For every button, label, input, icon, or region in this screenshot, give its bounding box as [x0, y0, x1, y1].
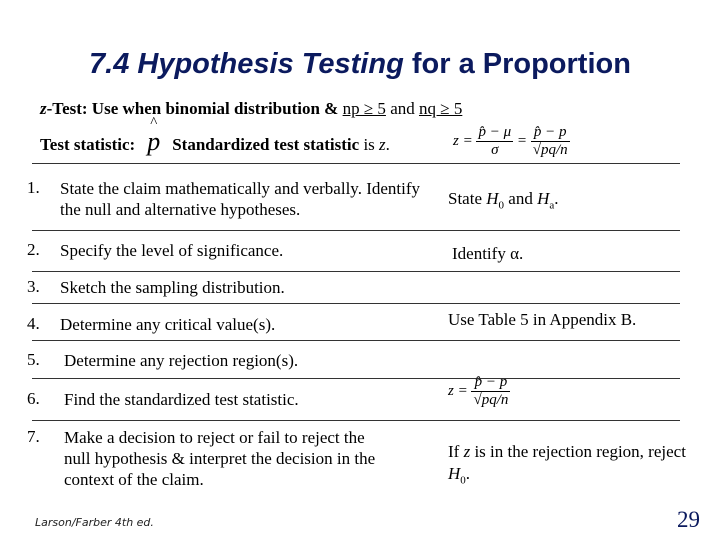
step-text: Determine any rejection region(s).: [64, 351, 299, 370]
divider: [32, 271, 680, 272]
step-text: Determine any critical value(s).: [60, 315, 276, 334]
step-text: Find the standardized test statistic.: [64, 390, 299, 409]
decision-note: If z is in the rejection region, reject $H_0$.: [448, 442, 686, 487]
slide-title: 7.4 Hypothesis Testing for a Proportion: [89, 48, 631, 80]
p-hat-symbol: ^ p: [147, 127, 160, 157]
step-number: 1.: [27, 178, 40, 197]
footer-citation: Larson/Farber 4th ed.: [35, 516, 154, 529]
divider: [32, 378, 680, 379]
step-number: 4.: [27, 314, 40, 333]
step-text: Sketch the sampling distribution.: [60, 278, 285, 297]
table-reference-note: Use Table 5 in Appendix B.: [448, 310, 637, 329]
page-number: 29: [677, 507, 700, 532]
step-number: 3.: [27, 277, 40, 296]
standardized-formula: z = $\frac{p̂ - \mu}{\sigma}$ = $\frac{p̂ - p}{√pq/n}$: [453, 124, 568, 158]
test-statistic-line: Test statistic:^ p Standardized test statistic is z.: [40, 127, 390, 157]
step-number: 2.: [27, 240, 40, 259]
divider: [32, 303, 680, 304]
divider: [32, 230, 680, 231]
identify-alpha-note: Identify α.: [452, 244, 524, 263]
divider: [32, 420, 680, 421]
step-text: Make a decision to reject or fail to reject the null hypothesis & interpret the decision in the context of the claim.: [64, 428, 376, 489]
divider: [32, 163, 680, 164]
divider: [32, 340, 680, 341]
z-test-condition: z-Test: Use when binomial distribution & np ≥ 5 and nq ≥ 5: [40, 99, 463, 118]
step-number: 6.: [27, 389, 40, 408]
step-number: 5.: [27, 350, 40, 369]
step-text: State the claim mathematically and verbally. Identify the null and alternative hypotheses.: [60, 179, 421, 219]
state-hypotheses-note: State $H_0$ and $H_a$.: [448, 189, 559, 212]
step-number: 7.: [27, 427, 40, 446]
z-formula: z = $\frac{p̂ - p}{√pq/n}$: [448, 374, 509, 408]
step-text: Specify the level of significance.: [60, 241, 284, 260]
